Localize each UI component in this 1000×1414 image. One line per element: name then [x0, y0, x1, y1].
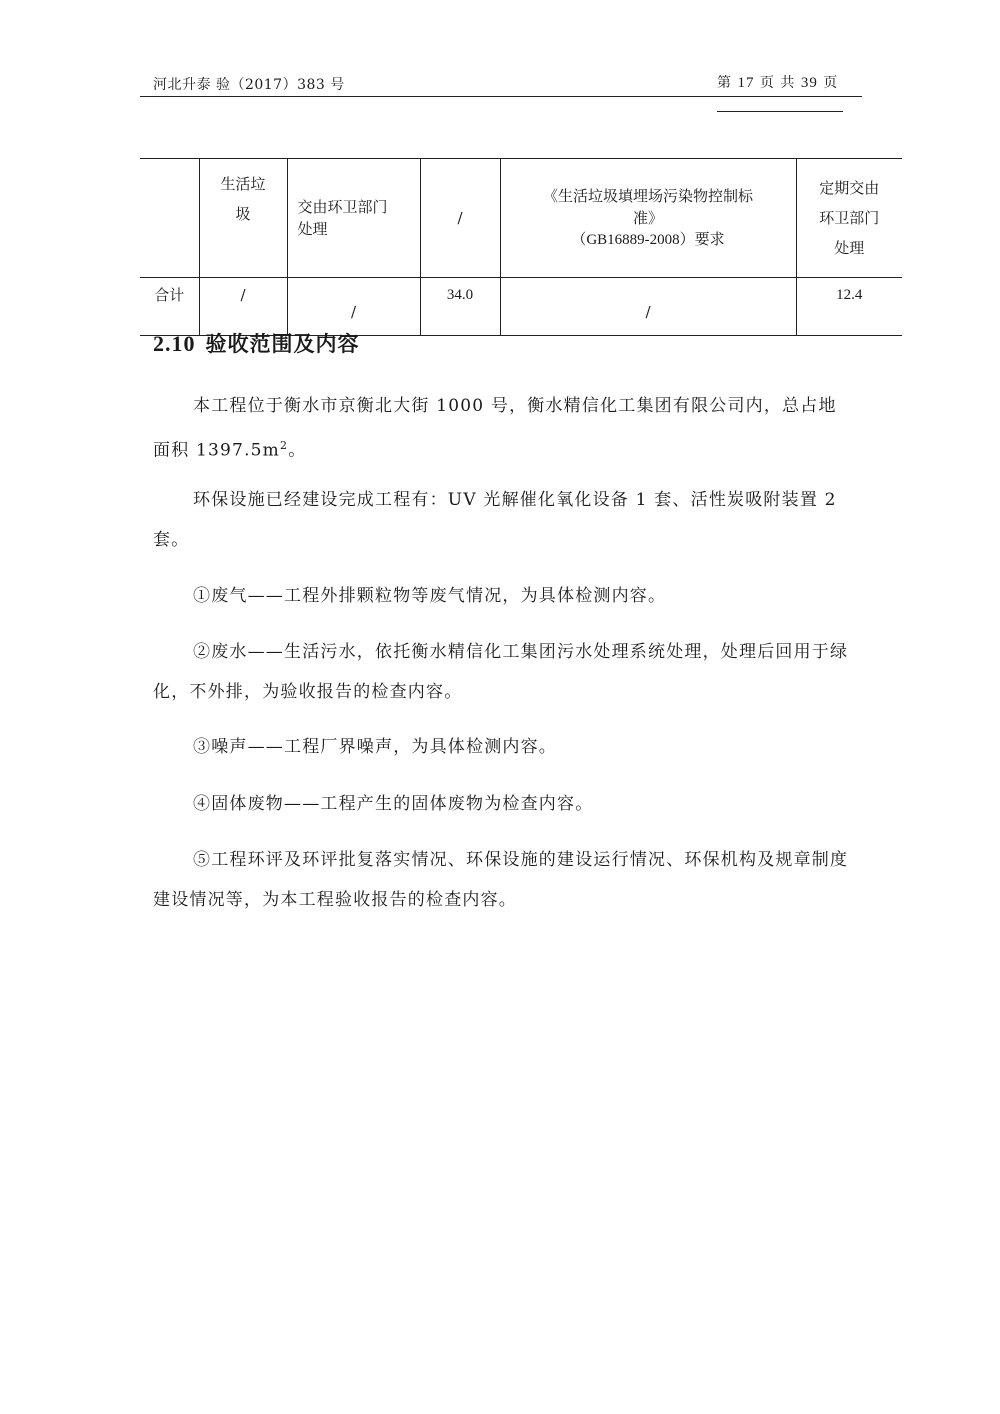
table-cell-total-actual: 12.4: [796, 278, 902, 336]
table-cell-empty: [140, 159, 199, 278]
page-indicator: [717, 72, 838, 92]
cell-line: 交由环卫部门: [297, 198, 388, 216]
page-middle: 页 共: [759, 75, 796, 91]
table-cell-disposal: [287, 159, 420, 278]
page-prefix: 第: [717, 75, 732, 91]
table-cell-total-amount: 34.0: [420, 278, 500, 336]
section-number: 2.10: [153, 331, 196, 356]
cell-line: 处理: [834, 239, 865, 257]
paragraph-noise: ③噪声——工程厂界噪声，为具体检测内容。: [193, 737, 557, 757]
section-heading: [153, 328, 360, 358]
paragraph-text: 本工程位于衡水市京衡北大街 1000 号，衡水精信化工集团有限公司内，总占地面积 1397.5m: [153, 396, 837, 461]
header-short-divider: [717, 111, 843, 112]
table-cell: /: [287, 278, 420, 336]
cell-line: 生活垃: [220, 175, 266, 193]
table-cell-total-label: 合计: [140, 278, 199, 336]
cell-line: 圾: [235, 205, 251, 223]
cell-line: 《生活垃圾填埋场污染物控制标: [542, 187, 753, 205]
document-number: 河北升泰 验（2017）383 号: [153, 77, 345, 93]
table-row: [140, 159, 902, 278]
cell-line: 准》: [632, 209, 663, 227]
paragraph-exhaust: ①废气——工程外排颗粒物等废气情况，为具体检测内容。: [193, 586, 667, 606]
table-cell: /: [199, 278, 287, 336]
paragraph-text-end: 。: [288, 440, 307, 461]
table-cell: /: [500, 278, 796, 336]
page-suffix: 页: [823, 75, 839, 91]
table-cell-standard: [500, 159, 796, 278]
header-divider: [140, 96, 862, 97]
table-cell-amount: /: [420, 159, 500, 278]
paragraph-solid-waste: ④固体废物——工程产生的固体废物为检查内容。: [193, 794, 594, 814]
table-cell-waste-type: [199, 159, 287, 278]
current-page: 17: [737, 75, 755, 91]
table-cell-actual: [796, 159, 902, 278]
total-pages: 39: [800, 75, 818, 91]
table-row-total: [140, 278, 902, 336]
paragraph-facilities: 环保设施已经建设完成工程有：UV 光解催化氧化设备 1 套、活性炭吸附装置 2 套。: [153, 490, 837, 550]
waste-table: [140, 158, 902, 336]
paragraph-location: [153, 386, 853, 471]
cell-line: 环卫部门: [819, 209, 880, 227]
paragraph-inspection: ⑤工程环评及环评批复落实情况、环保设施的建设运行情况、环保机构及规章制度建设情况等，为本工程验收报告的检查内容。: [153, 850, 849, 910]
cell-line: 定期交由: [819, 179, 880, 197]
section-title: 验收范围及内容: [205, 331, 360, 356]
cell-line: （GB16889-2008）要求: [571, 232, 725, 248]
superscript: 2: [280, 439, 289, 452]
paragraph-wastewater: ②废水——生活污水，依托衡水精信化工集团污水处理系统处理，处理后回用于绿化，不外排，为验收报告的检查内容。: [153, 642, 849, 702]
cell-line: 处理: [297, 220, 328, 238]
